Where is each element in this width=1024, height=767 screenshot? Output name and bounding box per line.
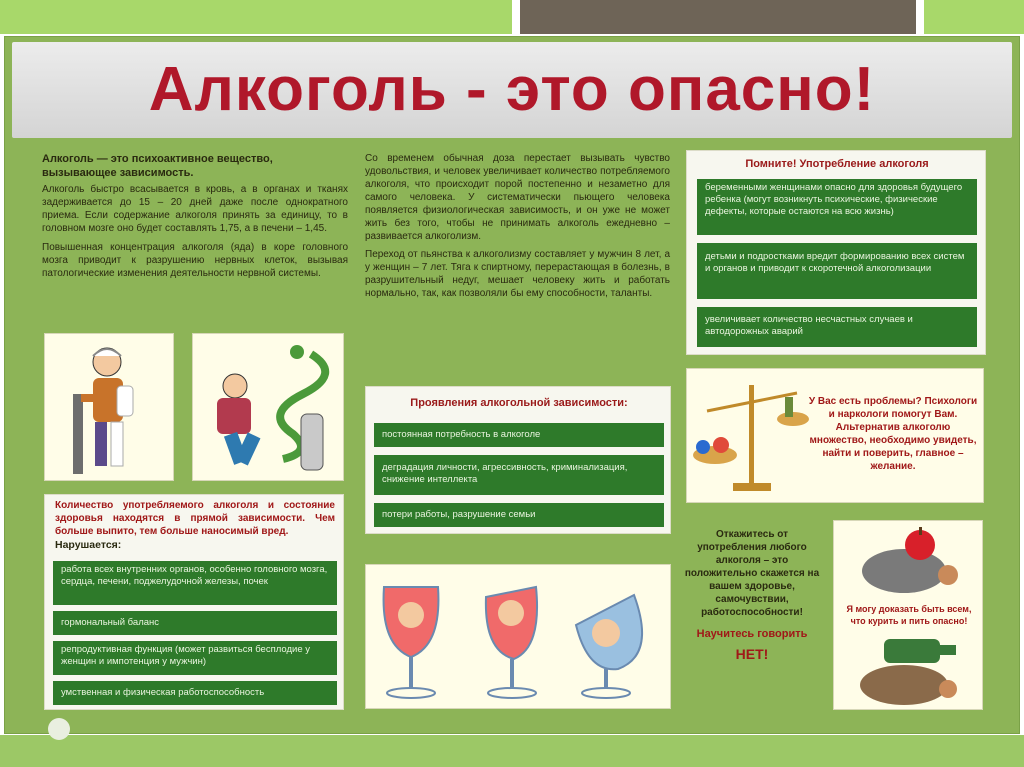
poster-title: Алкоголь - это опасно! [148,55,876,124]
manifestations-box [365,386,671,534]
manifestation-item: потери работы, разрушение семьи [374,503,664,527]
slide-top-strip-left [0,0,512,34]
hedgehog-apple-icon [844,525,974,597]
left-intro-p2: Повышенная концентрация алкоголя (яда) в коре головного мозга приводит к разрушению нервных клеток, вызывая патологические изменения деятельности нервной системы. [42,242,348,279]
left-intro-heading: Алкоголь — это психоактивное вещество, вызывающее зависимость. [42,153,273,179]
glasses-panel [365,564,671,709]
hedgehog-panel [833,520,983,710]
hedgehog-bottle-icon [844,635,974,707]
slide-bottom-strip [0,735,1024,767]
wine-glasses-icon [366,565,670,708]
remember-heading: Помните! Употребление алкоголя [745,158,929,170]
refuse-learn: Научитесь говорить [696,628,808,640]
middle-text [365,152,670,300]
manifestations-heading: Проявления алкогольной зависимости: [410,397,628,409]
left-intro [42,152,348,280]
quantity-subheading: Нарушается: [55,539,122,551]
remember-item: увеличивает количество несчастных случаев и автодорожных аварий [697,307,977,347]
refuse-no: НЕТ! [735,646,769,662]
middle-text-p2: Переход от пьянства к алкоголизму составляет у мужчин 8 лет, а у женщин – 7 лет. Тяга к спиртному, перерастающая в болезнь, в разрушительный недуг, мешает человеку жить и работать нормально, так, как позволяли бы ему способности, таланты. [365,249,670,299]
remember-item: детьми и подростками вредит формированию всех систем и органов и приводит к скоротечной алкоголизации [697,243,977,299]
manifestation-item: деградация личности, агрессивность, криминализация, снижение интеллекта [374,455,664,495]
quantity-box [44,494,344,710]
refuse-block [682,528,822,663]
help-text: У Вас есть проблемы? Психологи и наркологи помогут Вам. Альтернатив алкоголю множество, необходимо увидеть, найти и поверить, главное – желание. [808,396,978,472]
hedgehog-text: Я могу доказать быть всем, что курить и пить опасно! [846,604,972,626]
slide-top-strip-gray [520,0,916,34]
remember-box [686,150,986,355]
injured-man-icon [45,334,173,480]
manifestation-item: постоянная потребность в алкоголе [374,423,664,447]
cartoon-snake-bottle [192,333,344,481]
quantity-heading: Количество употребляемого алкоголя и состояние здоровья находятся в прямой зависимости. Чем больше выпито, тем больше наносимый вред. [55,500,335,537]
slide-corner-circle [48,718,70,740]
quantity-item: работа всех внутренних органов, особенно головного мозга, сердца, печени, поджелудочной железы, почек [53,561,337,605]
help-box [686,368,984,503]
cartoon-injured-man [44,333,174,481]
refuse-text: Откажитесь от употребления любого алкоголя – это положительно скажется на вашем здоровье, самочувствии, работоспособности! [684,529,820,618]
quantity-item: репродуктивная функция (может развиться бесплодие у женщин и импотенция у мужчин) [53,641,337,675]
remember-item: беременными женщинами опасно для здоровья будущего ребенка (могут возникнуть психические, физические дефекты, которые остаются на всю жизнь) [697,179,977,235]
scales-icon [693,375,811,497]
snake-bottle-icon [193,334,343,480]
slide-top-strip-right [924,0,1024,34]
left-intro-p1: Алкоголь быстро всасывается в кровь, а в органах и тканях задерживается до 15 – 20 дней даже после однократного приема. Если содержание алкоголя принять за единицу, то в головном мозге оно будет составлять 1,75, а в печени – 1,45. [42,184,348,234]
middle-text-p1: Со временем обычная доза перестает вызывать чувство удовольствия, и человек увеличивает количество потребляемого алкоголя, что происходит порой постепенно и незаметно для самого человека. У систематически пьющего человека появляется физиологическая зависимость, и он уже не может жить без того, чтобы не принимать алкоголь ежедневно – развивается алкоголизм. [365,153,670,242]
quantity-item: умственная и физическая работоспособность [53,681,337,705]
quantity-item: гормональный баланс [53,611,337,635]
